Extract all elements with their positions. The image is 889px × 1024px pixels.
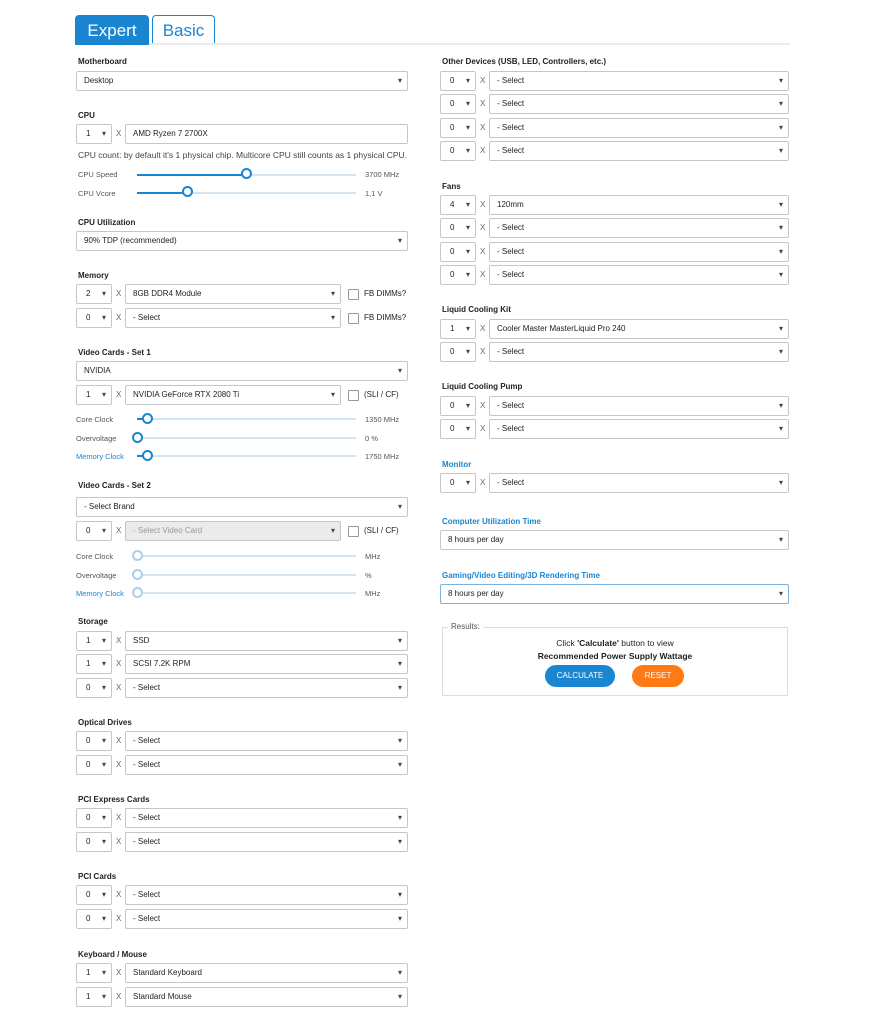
tab-expert[interactable]: Expert (75, 15, 149, 44)
pci-qty-select[interactable]: 0 ▾ (76, 909, 112, 929)
core-clock-label: Core Clock (76, 415, 114, 424)
results-instruction: Click 'Calculate' button to view (556, 638, 674, 648)
storage-qty-select[interactable]: 1 ▾ (76, 631, 112, 651)
memory-clock-slider-thumb[interactable] (142, 450, 153, 461)
core-clock-value: 1350 MHz (365, 415, 400, 424)
reset-button[interactable]: RESET (632, 665, 684, 687)
gaming-time-label: Gaming/Video Editing/3D Rendering Time (442, 571, 600, 580)
x-sign: X (480, 270, 486, 279)
memory-clock-value: MHz (365, 589, 381, 598)
x-sign: X (116, 760, 122, 769)
tab-divider (75, 43, 790, 45)
liquid-cooling-pump-label: Liquid Cooling Pump (442, 382, 523, 391)
x-sign: X (480, 99, 486, 108)
liquid-pump-select[interactable]: - Select ▾ (489, 396, 789, 416)
fans-select[interactable]: - Select ▾ (489, 218, 789, 238)
optical-drives-label: Optical Drives (78, 718, 132, 727)
video-set2-brand-select[interactable]: - Select Brand ▾ (76, 497, 408, 517)
tab-basic[interactable]: Basic (152, 15, 215, 44)
core-clock-slider-thumb[interactable] (132, 550, 143, 561)
pcie-select[interactable]: - Select ▾ (125, 832, 408, 852)
memory-label: Memory (78, 271, 109, 280)
x-sign: X (480, 146, 486, 155)
fans-select[interactable]: - Select ▾ (489, 265, 789, 285)
sli-cf-label: (SLI / CF) (364, 390, 399, 399)
cpu-utilization-label: CPU Utilization (78, 218, 136, 227)
monitor-select[interactable]: - Select ▾ (489, 473, 789, 493)
other-device-select[interactable]: - Select ▾ (489, 94, 789, 114)
motherboard-label: Motherboard (78, 57, 127, 66)
other-device-select[interactable]: - Select ▾ (489, 71, 789, 91)
core-clock-value: MHz (365, 552, 381, 561)
overvoltage-slider-thumb[interactable] (132, 432, 143, 443)
sli-cf-checkbox[interactable] (348, 390, 359, 401)
memory-qty-select[interactable]: 2 ▾ (76, 284, 112, 304)
x-sign: X (480, 324, 486, 333)
x-sign: X (116, 526, 122, 535)
memory-clock-track[interactable] (137, 592, 356, 594)
memory-clock-label: Memory Clock (76, 452, 124, 461)
x-sign: X (116, 968, 122, 977)
fans-qty-select[interactable]: 0 ▾ (440, 242, 476, 262)
keyboard-qty-select[interactable]: 1 ▾ (76, 963, 112, 983)
liquid-kit-qty-select[interactable]: 0 ▾ (440, 342, 476, 362)
video-set1-brand-select[interactable]: NVIDIA ▾ (76, 361, 408, 381)
core-clock-track[interactable] (137, 418, 356, 420)
memory-clock-slider-thumb[interactable] (132, 587, 143, 598)
other-device-select[interactable]: - Select ▾ (489, 118, 789, 138)
cpu-speed-label: CPU Speed (78, 170, 118, 179)
fb-dimms-checkbox[interactable] (348, 313, 359, 324)
other-devices-label: Other Devices (USB, LED, Controllers, etc.) (442, 57, 607, 66)
liquid-cooling-kit-label: Liquid Cooling Kit (442, 305, 511, 314)
video-set2-qty-select[interactable]: 0 ▾ (76, 521, 112, 541)
optical-qty-select[interactable]: 0 ▾ (76, 731, 112, 751)
cpu-speed-value: 3700 MHz (365, 170, 400, 179)
memory-module-select[interactable]: - Select ▾ (125, 308, 341, 328)
memory-clock-label: Memory Clock (76, 589, 124, 598)
overvoltage-label: Overvoltage (76, 571, 117, 580)
fans-select[interactable]: - Select ▾ (489, 242, 789, 262)
fb-dimms-label: FB DIMMs? (364, 313, 407, 322)
optical-qty-select[interactable]: 0 ▾ (76, 755, 112, 775)
x-sign: X (116, 636, 122, 645)
optical-select[interactable]: - Select ▾ (125, 731, 408, 751)
cpu-vcore-value: 1,1 V (365, 189, 383, 198)
pci-select[interactable]: - Select ▾ (125, 909, 408, 929)
fb-dimms-label: FB DIMMs? (364, 289, 407, 298)
x-sign: X (116, 736, 122, 745)
cpu-vcore-fill (137, 192, 187, 194)
cpu-speed-fill (137, 174, 247, 176)
overvoltage-value: % (365, 571, 372, 580)
x-sign: X (116, 914, 122, 923)
liquid-pump-select[interactable]: - Select ▾ (489, 419, 789, 439)
computer-utilization-time-label: Computer Utilization Time (442, 517, 541, 526)
pci-cards-label: PCI Cards (78, 872, 117, 881)
core-clock-track[interactable] (137, 555, 356, 557)
pcie-select[interactable]: - Select ▾ (125, 808, 408, 828)
cpu-label: CPU (78, 111, 95, 120)
other-qty-select[interactable]: 0 ▾ (440, 141, 476, 161)
x-sign: X (480, 347, 486, 356)
cpu-utilization-select[interactable]: 90% TDP (recommended) ▾ (76, 231, 408, 251)
other-qty-select[interactable]: 0 ▾ (440, 94, 476, 114)
overvoltage-track[interactable] (137, 437, 356, 439)
pci-select[interactable]: - Select ▾ (125, 885, 408, 905)
liquid-pump-qty-select[interactable]: 0 ▾ (440, 419, 476, 439)
x-sign: X (116, 129, 122, 138)
x-sign: X (480, 424, 486, 433)
motherboard-select[interactable]: Desktop ▾ (76, 71, 408, 91)
mouse-qty-select[interactable]: 1 ▾ (76, 987, 112, 1007)
x-sign: X (480, 123, 486, 132)
pcie-qty-select[interactable]: 0 ▾ (76, 832, 112, 852)
other-device-select[interactable]: - Select ▾ (489, 141, 789, 161)
liquid-kit-qty-select[interactable]: 1 ▾ (440, 319, 476, 339)
fans-select[interactable]: 120mm ▾ (489, 195, 789, 215)
overvoltage-value: 0 % (365, 434, 378, 443)
x-sign: X (116, 313, 122, 322)
overvoltage-label: Overvoltage (76, 434, 117, 443)
other-qty-select[interactable]: 0 ▾ (440, 71, 476, 91)
core-clock-label: Core Clock (76, 552, 114, 561)
cpu-model-input[interactable]: AMD Ryzen 7 2700X (125, 124, 408, 144)
results-legend: Results: (448, 622, 483, 631)
x-sign: X (480, 401, 486, 410)
fans-label: Fans (442, 182, 461, 191)
x-sign: X (116, 813, 122, 822)
x-sign: X (480, 200, 486, 209)
cpu-speed-slider-thumb[interactable] (241, 168, 252, 179)
pci-qty-select[interactable]: 0 ▾ (76, 885, 112, 905)
results-heading: Recommended Power Supply Wattage (537, 651, 693, 661)
memory-module-select[interactable]: 8GB DDR4 Module ▾ (125, 284, 341, 304)
pcie-cards-label: PCI Express Cards (78, 795, 150, 804)
x-sign: X (116, 659, 122, 668)
other-qty-select[interactable]: 0 ▾ (440, 118, 476, 138)
x-sign: X (116, 289, 122, 298)
memory-clock-track[interactable] (137, 455, 356, 457)
core-clock-slider-thumb[interactable] (142, 413, 153, 424)
storage-qty-select[interactable]: 0 ▾ (76, 678, 112, 698)
x-sign: X (116, 390, 122, 399)
monitor-qty-select[interactable]: 0 ▾ (440, 473, 476, 493)
optical-select[interactable]: - Select ▾ (125, 755, 408, 775)
memory-qty-select[interactable]: 0 ▾ (76, 308, 112, 328)
pcie-qty-select[interactable]: 0 ▾ (76, 808, 112, 828)
x-sign: X (480, 76, 486, 85)
keyboard-select[interactable]: Standard Keyboard ▾ (125, 963, 408, 983)
cpu-vcore-label: CPU Vcore (78, 189, 116, 198)
storage-select[interactable]: SCSI 7.2K RPM ▾ (125, 654, 408, 674)
fans-qty-select[interactable]: 4 ▾ (440, 195, 476, 215)
calculate-button[interactable]: CALCULATE (545, 665, 615, 687)
x-sign: X (116, 837, 122, 846)
sli-cf-checkbox[interactable] (348, 526, 359, 537)
overvoltage-track[interactable] (137, 574, 356, 576)
storage-select[interactable]: SSD ▾ (125, 631, 408, 651)
liquid-kit-select[interactable]: - Select ▾ (489, 342, 789, 362)
cpu-qty-select[interactable]: 1 ▾ (76, 124, 112, 144)
video-set2-card-select[interactable]: - Select Video Card ▾ (125, 521, 341, 541)
memory-clock-value: 1750 MHz (365, 452, 400, 461)
x-sign: X (116, 890, 122, 899)
x-sign: X (116, 992, 122, 1001)
liquid-pump-qty-select[interactable]: 0 ▾ (440, 396, 476, 416)
liquid-kit-select[interactable]: Cooler Master MasterLiquid Pro 240 ▾ (489, 319, 789, 339)
gaming-time-select[interactable]: 8 hours per day ▾ (440, 584, 789, 604)
sli-cf-label: (SLI / CF) (364, 526, 399, 535)
storage-label: Storage (78, 617, 108, 626)
fb-dimms-checkbox[interactable] (348, 289, 359, 300)
storage-select[interactable]: - Select ▾ (125, 678, 408, 698)
computer-utilization-time-select[interactable]: 8 hours per day ▾ (440, 530, 789, 550)
tab-active-underline (75, 43, 149, 45)
storage-qty-select[interactable]: 1 ▾ (76, 654, 112, 674)
mouse-select[interactable]: Standard Mouse ▾ (125, 987, 408, 1007)
x-sign: X (116, 683, 122, 692)
video-set1-label: Video Cards - Set 1 (78, 348, 151, 357)
cpu-count-note: CPU count: by default it's 1 physical chip. Multicore CPU still counts as 1 physical CPU. (78, 150, 408, 160)
video-set1-card-select[interactable]: NVIDIA GeForce RTX 2080 Ti ▾ (125, 385, 341, 405)
overvoltage-slider-thumb[interactable] (132, 569, 143, 580)
x-sign: X (480, 223, 486, 232)
monitor-label: Monitor (442, 460, 472, 469)
x-sign: X (480, 478, 486, 487)
video-set2-label: Video Cards - Set 2 (78, 481, 151, 490)
x-sign: X (480, 247, 486, 256)
keyboard-mouse-label: Keyboard / Mouse (78, 950, 147, 959)
cpu-vcore-slider-thumb[interactable] (182, 186, 193, 197)
video-set1-qty-select[interactable]: 1 ▾ (76, 385, 112, 405)
fans-qty-select[interactable]: 0 ▾ (440, 265, 476, 285)
fans-qty-select[interactable]: 0 ▾ (440, 218, 476, 238)
